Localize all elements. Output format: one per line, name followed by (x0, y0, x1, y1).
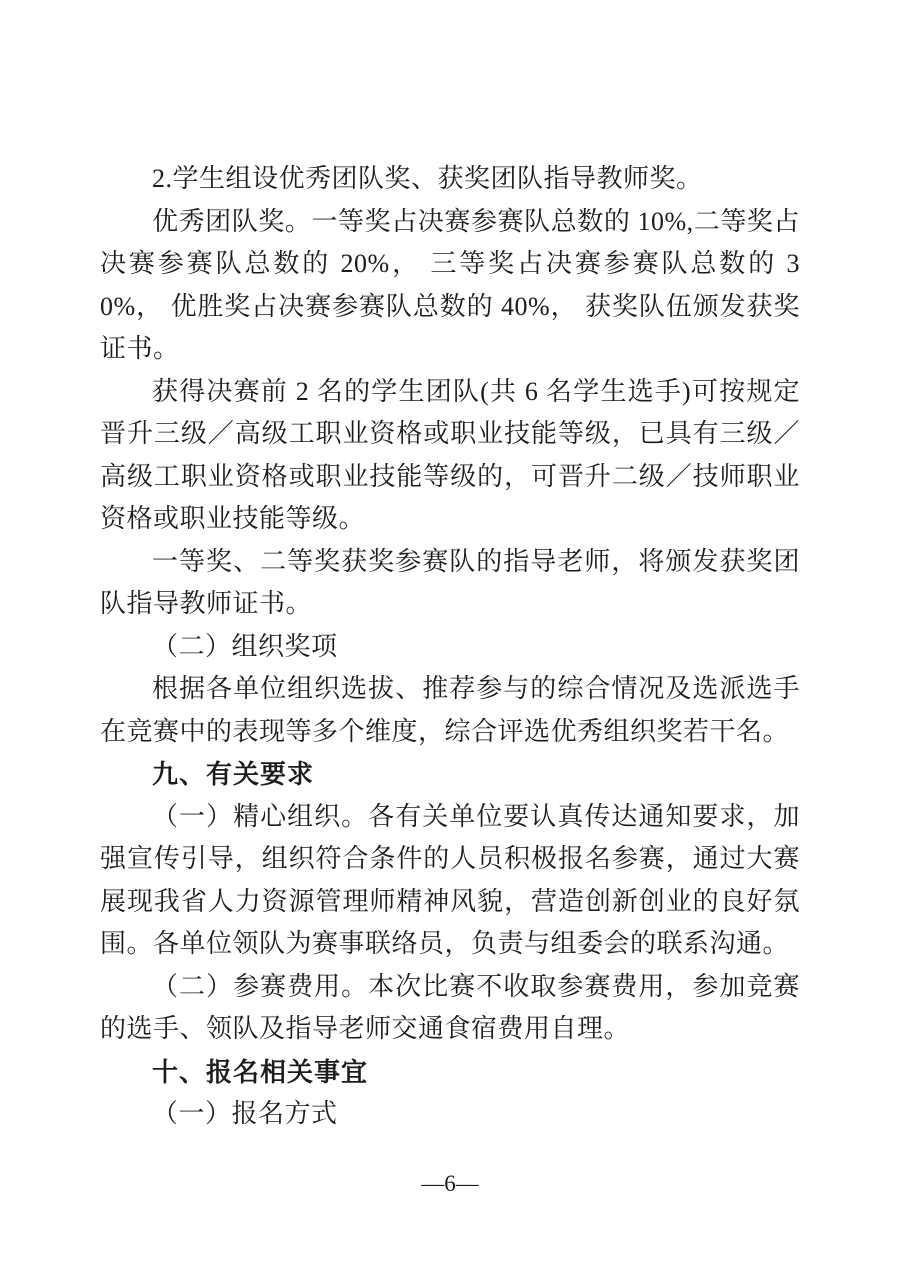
document-body (100, 158, 800, 1136)
body-paragraph: 2.学生组设优秀团队奖、获奖团队指导教师奖。 (152, 164, 703, 193)
body-paragraph: 一等奖、二等奖获奖参赛队的指导老师，将颁发获奖团队指导教师证书。 (100, 546, 800, 618)
sub-heading: （一）报名方式 (152, 1099, 338, 1128)
body-paragraph: （二）参赛费用。本次比赛不收取参赛费用，参加竞赛的选手、领队及指导老师交通食宿费用自理。 (100, 971, 800, 1043)
section-heading-10: 十、报名相关事宜 (152, 1056, 369, 1087)
page-number: —6— (421, 1171, 479, 1196)
body-paragraph: 优秀团队奖。一等奖占决赛参赛队总数的 10%,二等奖占决赛参赛队总数的 20%， 三等奖占决赛参赛队总数的 30%， 优胜奖占决赛参赛队总数的 40%， 获奖队伍颁发获奖证书。 (100, 206, 800, 363)
sub-heading: （二）组织奖项 (152, 631, 338, 661)
body-paragraph: 获得决赛前 2 名的学生团队(共 6 名学生选手)可按规定晋升三级／高级工职业资格或职业技能等级，已具有三级／高级工职业资格或职业技能等级的，可晋升二级／技师职业资格或职业技能等级。 (100, 376, 800, 533)
body-paragraph: 根据各单位组织选拔、推荐参与的综合情况及选派选手在竞赛中的表现等多个维度，综合评选优秀组织奖若干名。 (100, 674, 800, 746)
body-paragraph: （一）精心组织。各有关单位要认真传达通知要求，加强宣传引导，组织符合条件的人员积极报名参赛，通过大赛展现我省人力资源管理师精神风貌，营造创新创业的良好氛围。各单位领队为赛事联络员，负责与组委会的联系沟通。 (100, 801, 800, 958)
section-heading-9: 九、有关要求 (152, 759, 315, 789)
